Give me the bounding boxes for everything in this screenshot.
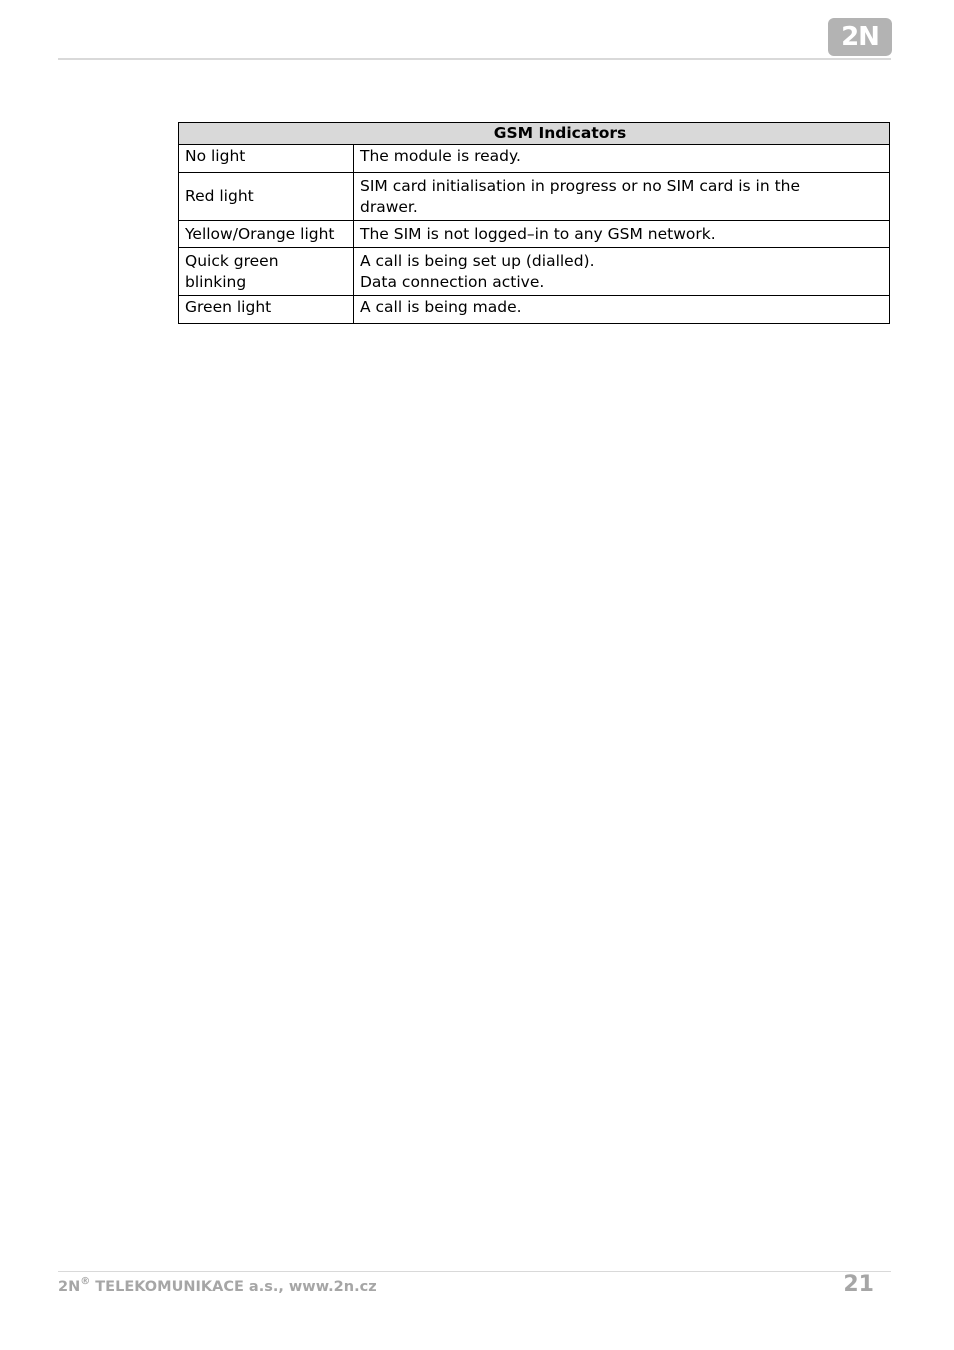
brand-logo	[828, 18, 892, 56]
indicator-meaning	[354, 145, 890, 173]
gsm-indicators-table	[178, 122, 890, 324]
meaning-line: Data connection active.	[360, 272, 545, 291]
table-header-row	[179, 123, 890, 145]
table-row	[179, 173, 890, 221]
table-title: GSM Indicators	[179, 123, 890, 145]
meaning-line: The module is ready.	[360, 147, 521, 165]
indicator-state: Green light	[179, 296, 354, 324]
footer-company-name: TELEKOMUNIKACE a.s., www.2n.cz	[90, 1279, 377, 1295]
registered-mark: ®	[80, 1276, 91, 1287]
indicator-state: Yellow/Orange light	[179, 221, 354, 248]
header-divider	[58, 58, 891, 60]
page-number: 21	[843, 1272, 874, 1297]
indicator-meaning	[354, 296, 890, 324]
indicator-meaning	[354, 221, 890, 248]
meaning-line: A call is being made.	[360, 298, 522, 316]
table-row	[179, 296, 890, 324]
table-row	[179, 248, 890, 296]
meaning-line: The SIM is not logged–in to any GSM network.	[360, 224, 716, 243]
footer-company	[58, 1276, 377, 1295]
table-row	[179, 145, 890, 173]
indicator-state	[179, 248, 354, 296]
indicator-state: No light	[179, 145, 354, 173]
indicator-meaning	[354, 248, 890, 296]
state-line: Quick green	[185, 251, 279, 270]
indicator-state: Red light	[179, 173, 354, 221]
state-line: blinking	[185, 272, 247, 291]
logo-text: 2N	[841, 22, 879, 52]
footer-brand: 2N	[58, 1279, 81, 1295]
table-row	[179, 221, 890, 248]
meaning-line: SIM card initialisation in progress or no SIM card is in the	[360, 176, 801, 195]
indicator-meaning	[354, 173, 890, 221]
meaning-line: drawer.	[360, 197, 418, 216]
footer-divider	[58, 1271, 891, 1272]
meaning-line: A call is being set up (dialled).	[360, 251, 595, 270]
